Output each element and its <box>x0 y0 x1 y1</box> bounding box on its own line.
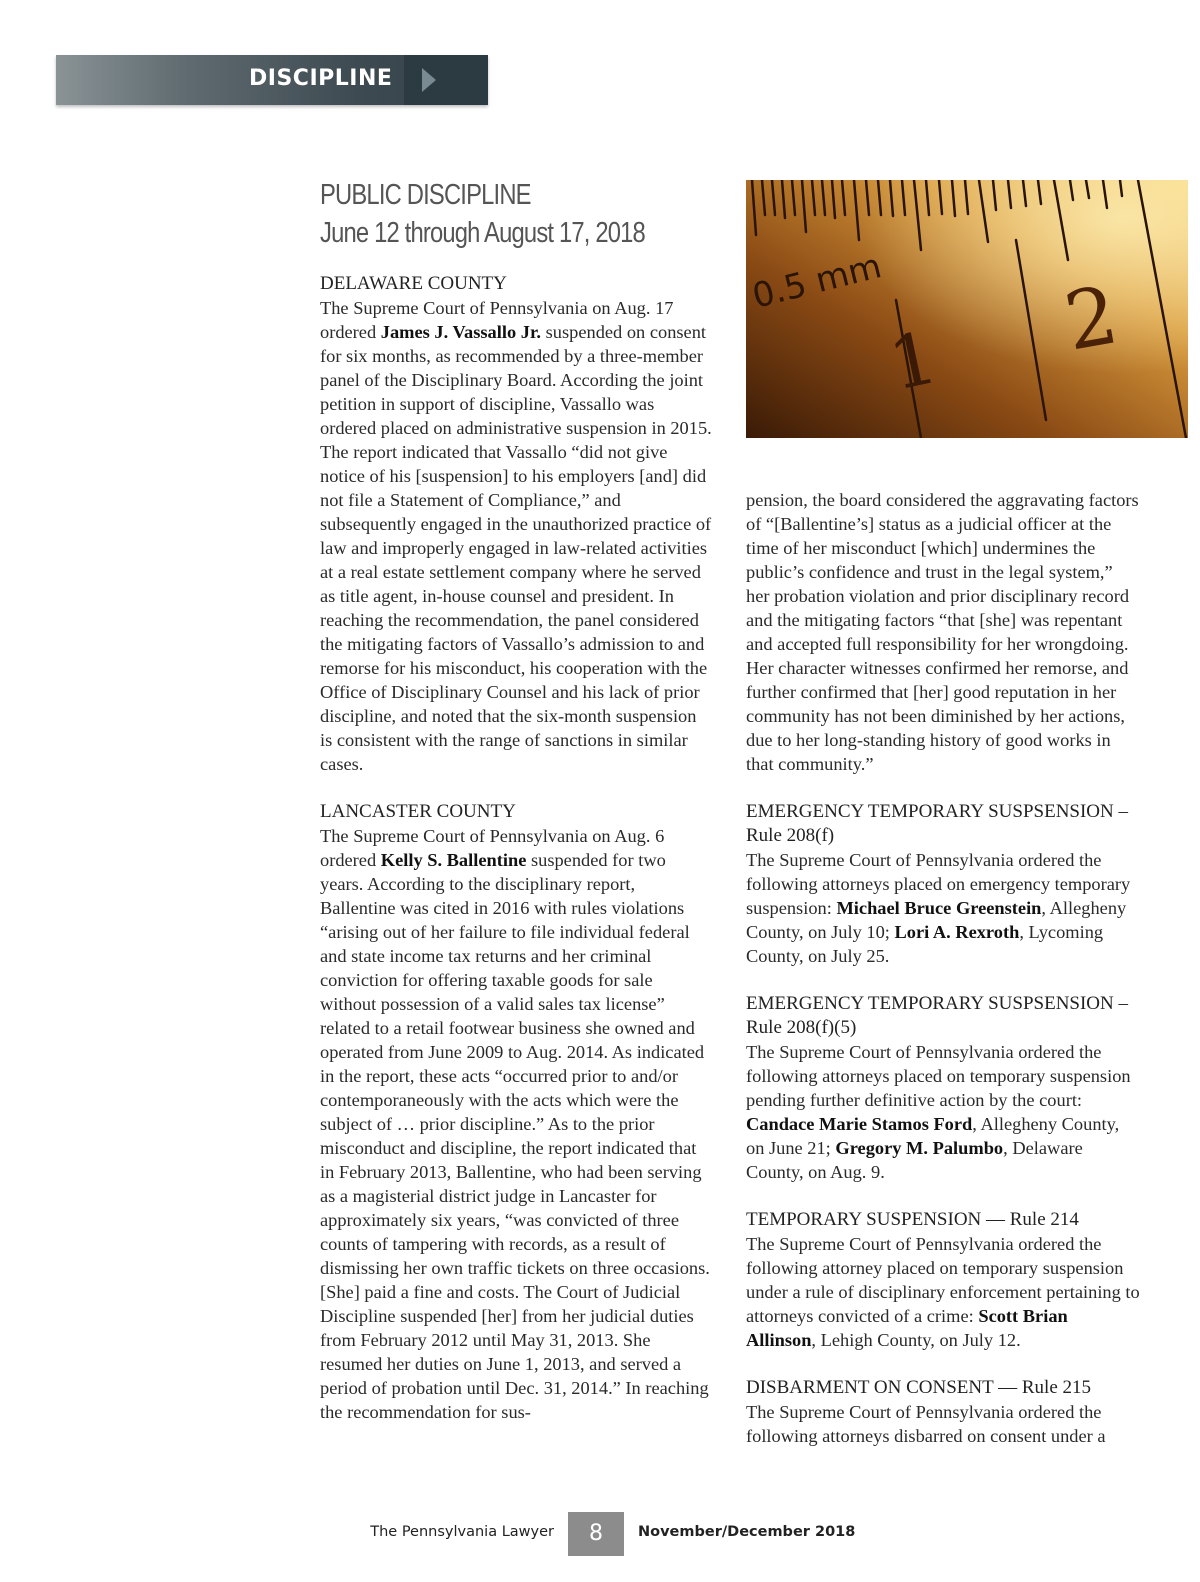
ruler-photo <box>746 180 1188 438</box>
section-emergency-208f5 <box>746 992 1140 1184</box>
body-text: , Lehigh County, on July 12. <box>811 1330 1021 1350</box>
body-text: suspended on consent for six months, as recommended by a three-member panel of the Disciplinary Board. According the joint petition in support of discipline, Vassallo was ordered placed on administrative suspension in 2015. The report indicated that Vassallo “did not give notice of his [suspension] to his employers [and] did not file a Statement of Compliance,” and subsequently engaged in the unauthorized practice of law and improperly engaged in law-related activities at a real estate settlement company where he served as title agent, in-house counsel and president. In reaching the recommendation, the panel considered the mitigating factors of Vassallo’s admission to and remorse for his misconduct, his cooperation with the Office of Disciplinary Counsel and his lack of prior discipline, and noted that the six-month suspension is consistent with the range of sanctions in similar cases. <box>320 322 712 774</box>
article-title <box>320 176 720 252</box>
attorney-name: Gregory M. Palumbo <box>835 1138 1004 1158</box>
body-text: The Supreme Court of Pennsylvania ordered the following attorneys placed on emergency temporary suspension: <box>746 850 1131 918</box>
section-lancaster <box>320 800 712 1424</box>
publication-name: The Pennsylvania Lawyer <box>370 1524 554 1540</box>
title-line-2: June 12 through August 17, 2018 <box>320 217 645 249</box>
section-lancaster-continued <box>746 488 1140 776</box>
body-text: , Allegheny County, on July 10; <box>746 898 1127 942</box>
section-body: pension, the board considered the aggravating factors of “[Ballentine’s] status as a judicial officer at the time of her misconduct [which] undermines the public’s confidence and trust in the legal system,” her probation violation and prior disciplinary record and the mitigating factors “that [she] was repentant and accepted full responsibility for her wrongdoing. Her character witnesses confirmed her remorse, and further confirmed that [her] good reputation in her community has not been diminished by her actions, due to her long-standing history of good works in that community.” <box>746 490 1139 774</box>
issue-date: November/December 2018 <box>638 1524 856 1540</box>
chevron-right-icon <box>422 68 436 92</box>
body-text: The Supreme Court of Pennsylvania on Aug. 6 ordered <box>320 826 665 870</box>
body-text: The Supreme Court of Pennsylvania on Aug. 17 ordered <box>320 298 674 342</box>
title-line-1: PUBLIC DISCIPLINE <box>320 179 531 211</box>
section-heading: EMERGENCY TEMPORARY SUSPSENSION – Rule 208(f) <box>746 801 1129 846</box>
section-heading: DISBARMENT ON CONSENT — Rule 215 <box>746 1377 1092 1398</box>
section-heading: LANCASTER COUNTY <box>320 801 516 822</box>
ruler-image <box>746 180 1188 438</box>
ruler-mark-1: 1 <box>882 314 945 407</box>
banner-arrow-box <box>404 55 488 105</box>
ruler-unit-label: 0.5 mm <box>748 246 886 317</box>
section-heading: TEMPORARY SUSPENSION — Rule 214 <box>746 1209 1079 1230</box>
section-body <box>746 848 1140 968</box>
section-body <box>746 1232 1140 1352</box>
section-temporary-214 <box>746 1208 1140 1352</box>
page-number: 8 <box>568 1512 624 1556</box>
attorney-name: James J. Vassallo Jr. <box>380 322 542 342</box>
body-text: suspended for two years. According to the disciplinary report, Ballentine was cited in 2016 with rules violations “arising out of her failure to file individual federal and state income tax returns and her criminal conviction for offering taxable goods for sale without possession of a valid sales tax license” related to a retail footwear business she owned and operated from June 2009 to Aug. 2014. As indicated in the report, these acts “occurred prior to and/or contemporaneously with the acts which were the subject of … prior discipline.” As to the prior misconduct and discipline, the report indicated that in February 2013, Ballentine, who had been serving as a magisterial district judge in Lancaster for approximately six years, “was convicted of three counts of tampering with records, as a result of dismissing her own traffic tickets on three occasions. [She] paid a fine and costs. The Court of Judicial Discipline suspended [her] from her judicial duties from February 2012 until May 31, 2013. She resumed her duties on June 1, 2013, and served a period of probation until Dec. 31, 2014.” In reaching the recommendation for sus- <box>320 850 710 1422</box>
body-text: , Delaware County, on Aug. 9. <box>746 1138 1083 1182</box>
body-text: The Supreme Court of Pennsylvania ordered the following attorneys placed on temporary suspension pending further definitive action by the court: <box>746 1042 1131 1110</box>
attorney-name: Kelly S. Ballentine <box>380 850 527 870</box>
section-heading: DELAWARE COUNTY <box>320 273 507 294</box>
section-body <box>320 824 712 1424</box>
section-banner <box>56 55 488 105</box>
left-column <box>320 272 712 1448</box>
body-text: , Allegheny County, on June 21; <box>746 1114 1120 1158</box>
page-footer <box>0 1512 1200 1556</box>
section-disbarment-215 <box>746 1376 1140 1448</box>
body-text: The Supreme Court of Pennsylvania ordered the following attorney placed on temporary suspension under a rule of disciplinary enforcement pertaining to attorneys convicted of a crime: <box>746 1234 1140 1326</box>
section-body <box>746 1040 1140 1184</box>
section-emergency-208f <box>746 800 1140 968</box>
attorney-name: Lori A. Rexroth <box>894 922 1020 942</box>
ruler-mark-2: 2 <box>1058 268 1125 369</box>
section-heading: EMERGENCY TEMPORARY SUSPSENSION – Rule 208(f)(5) <box>746 993 1129 1038</box>
section-body <box>320 296 712 776</box>
body-text: , Lycoming County, on July 25. <box>746 922 1104 966</box>
right-column <box>746 488 1140 1472</box>
section-delaware <box>320 272 712 776</box>
section-label: DISCIPLINE <box>249 66 393 91</box>
attorney-name: Candace Marie Stamos Ford <box>746 1114 973 1134</box>
attorney-name: Michael Bruce Greenstein <box>836 898 1042 918</box>
attorney-name: Scott Brian Allinson <box>746 1306 1068 1350</box>
section-body: The Supreme Court of Pennsylvania ordered the following attorneys disbarred on consent under a <box>746 1402 1106 1446</box>
